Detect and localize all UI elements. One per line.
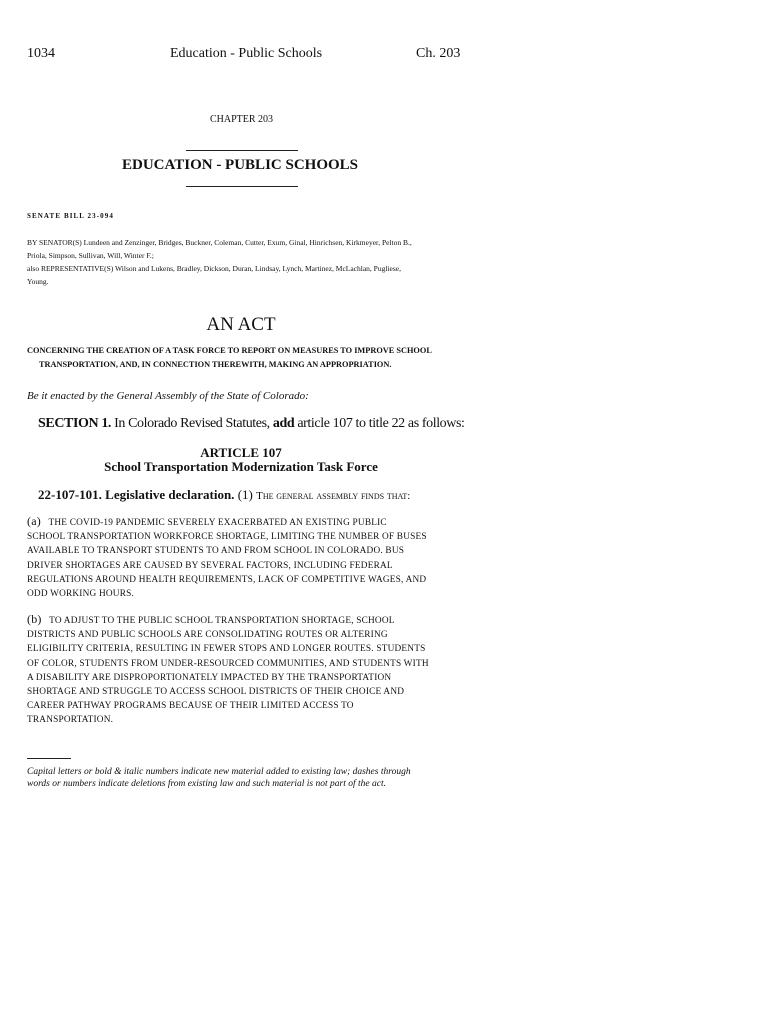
statute-lead: The general assembly finds that: bbox=[256, 490, 411, 502]
paragraph-line: AVAILABLE TO TRANSPORT STUDENTS TO AND FROM SCHOOL IN COLORADO. BUS bbox=[27, 546, 405, 557]
statute-heading bbox=[38, 487, 410, 503]
sponsor-line: Young. bbox=[27, 277, 49, 286]
paragraph-line: DRIVER SHORTAGES ARE CAUSED BY SEVERAL FACTORS, INCLUDING FEDERAL bbox=[27, 560, 393, 571]
rule-top bbox=[186, 150, 298, 151]
sponsor-line: BY SENATOR(S) Lundeen and Zenzinger, Bridges, Buckner, Coleman, Cutter, Exum, Ginal, Hinrichsen, Kirkmeyer, Pelton B., bbox=[27, 238, 412, 247]
running-chapter-ref: Ch. 203 bbox=[416, 46, 461, 61]
paragraph-line: SHORTAGE AND STRUGGLE TO ACCESS SCHOOL DISTRICTS OF THEIR CHOICE AND bbox=[27, 687, 405, 698]
paragraph-label: (b) bbox=[27, 612, 42, 626]
paragraph-line: A DISABILITY ARE DISPROPORTIONATELY IMPACTED BY THE TRANSPORTATION bbox=[27, 672, 392, 683]
paragraph-b bbox=[27, 612, 457, 728]
paragraph-line: ODD WORKING HOURS. bbox=[27, 589, 134, 600]
statute-number: 22-107-101. bbox=[38, 487, 102, 502]
act-heading: AN ACT bbox=[206, 314, 276, 335]
section-label: SECTION 1. bbox=[38, 416, 112, 431]
article-name: School Transportation Modernization Task Force bbox=[104, 459, 378, 474]
act-title-line: CONCERNING THE CREATION OF A TASK FORCE TO REPORT ON MEASURES TO IMPROVE SCHOOL bbox=[27, 346, 432, 355]
chapter-label: CHAPTER 203 bbox=[210, 114, 274, 125]
paragraph-line: CAREER PATHWAY PROGRAMS BECAUSE OF THEIR LIMITED ACCESS TO bbox=[27, 701, 354, 712]
paragraph-line: REGULATIONS AROUND HEALTH REQUIREMENTS, LACK OF COMPETITIVE WAGES, AND bbox=[27, 574, 427, 585]
footnote-line: words or numbers indicate deletions from existing law and such material is not part of the act. bbox=[27, 779, 386, 789]
paragraph-line: ELIGIBILITY CRITERIA, RESULTING IN FEWER STOPS AND LONGER ROUTES. STUDENTS bbox=[27, 644, 426, 655]
statute-subsection: (1) bbox=[237, 487, 253, 502]
statute-title: Legislative declaration. bbox=[105, 487, 235, 502]
chapter-title: EDUCATION - PUBLIC SCHOOLS bbox=[122, 157, 359, 173]
act-title-line: TRANSPORTATION, AND, IN CONNECTION THEREWITH, MAKING AN APPROPRIATION. bbox=[39, 360, 392, 369]
paragraph-label: (a) bbox=[27, 514, 41, 528]
section-add-word: add bbox=[272, 416, 295, 431]
footnote bbox=[27, 766, 467, 790]
running-section-title: Education - Public Schools bbox=[170, 46, 323, 61]
paragraph-line: TRANSPORTATION. bbox=[27, 715, 114, 726]
sponsors bbox=[27, 236, 467, 288]
paragraph-line: TO ADJUST TO THE PUBLIC SCHOOL TRANSPORTATION SHORTAGE, SCHOOL bbox=[49, 616, 395, 626]
article-number: ARTICLE 107 bbox=[200, 445, 282, 460]
footnote-rule bbox=[27, 758, 71, 759]
paragraph-a bbox=[27, 514, 457, 601]
paragraph-line: DISTRICTS AND PUBLIC SCHOOLS ARE CONSOLIDATING ROUTES OR ALTERING bbox=[27, 630, 388, 641]
article-heading bbox=[0, 446, 482, 474]
rule-bottom bbox=[186, 186, 298, 187]
paragraph-line: THE COVID-19 PANDEMIC SEVERELY EXACERBATED AN EXISTING PUBLIC bbox=[48, 518, 387, 528]
footnote-line: Capital letters or bold & italic numbers indicate new material added to existing law; dashes through bbox=[27, 767, 411, 777]
enacting-clause: Be it enacted by the General Assembly of the State of Colorado: bbox=[27, 390, 309, 402]
bill-number: SENATE BILL 23-094 bbox=[27, 212, 114, 220]
page-number: 1034 bbox=[27, 46, 55, 61]
sponsor-line: Priola, Simpson, Sullivan, Will, Winter F.; bbox=[27, 251, 154, 260]
section-text-before: In Colorado Revised Statutes, bbox=[114, 416, 270, 431]
section-1 bbox=[38, 416, 465, 432]
paragraph-line: SCHOOL TRANSPORTATION WORKFORCE SHORTAGE, LIMITING THE NUMBER OF BUSES bbox=[27, 532, 427, 543]
section-text-after: article 107 to title 22 as follows: bbox=[297, 416, 465, 431]
sponsor-line: also REPRESENTATIVE(S) Wilson and Lukens, Bradley, Dickson, Duran, Lindsay, Lynch, Martinez, McLachlan, Pugliese, bbox=[27, 264, 401, 273]
paragraph-line: OF COLOR, STUDENTS FROM UNDER-RESOURCED COMMUNITIES, AND STUDENTS WITH bbox=[27, 658, 429, 669]
act-title bbox=[27, 344, 467, 372]
